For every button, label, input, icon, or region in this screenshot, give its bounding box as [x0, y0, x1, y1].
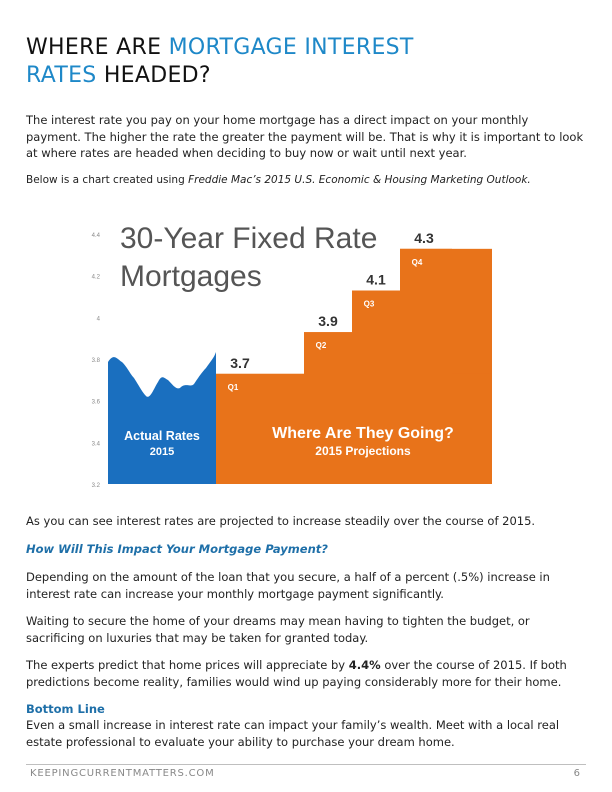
quarter-label: Q2 — [315, 341, 327, 351]
footer-divider — [26, 764, 586, 765]
section-subheading: How Will This Impact Your Mortgage Payment? — [26, 542, 328, 556]
title-accent2: RATES — [26, 63, 97, 88]
projection-bar-q2 — [304, 332, 352, 484]
chart-source: Freddie Mac’s 2015 U.S. Economic & Housing Marketing Outlook. — [188, 174, 531, 186]
page-number: 6 — [573, 768, 580, 779]
y-tick-label: 3.2 — [91, 483, 100, 489]
paragraph-1: Depending on the amount of the loan that you secure, a half of a percent (.5%) increase in interest rate can increase your monthly mortgage payment significantly. — [26, 570, 550, 601]
p3-before: The experts predict that home prices will appreciate by — [26, 658, 349, 672]
p3-after: over the course of 2015. If both predictions become reality, families would wind up paying considerably more for their home. — [26, 658, 567, 689]
paragraph-2: Waiting to secure the home of your dreams may mean having to tighten the budget, or sacrificing on luxuries that may be taken for granted today. — [26, 614, 530, 645]
y-tick-label: 3.6 — [91, 399, 100, 406]
projections-sublabel: 2015 Projections — [315, 444, 411, 458]
value-label: 3.7 — [230, 354, 250, 371]
bottom-line-text: Even a small increase in interest rate can impact your family’s wealth. Meet with a local real estate professional to evaluate your ability to purchase your dream home. — [26, 718, 560, 749]
quarter-label: Q3 — [363, 299, 375, 309]
paragraph-3 — [26, 657, 586, 690]
actual-rates-area — [108, 352, 216, 484]
value-label: 4.1 — [366, 271, 386, 288]
after-chart-text: As you can see interest rates are projected to increase steadily over the course of 2015. — [26, 514, 536, 528]
quarter-label: Q4 — [411, 257, 423, 267]
chart-intro-prefix: Below is a chart created using — [26, 174, 189, 186]
intro-paragraph: The interest rate you pay on your home mortgage has a direct impact on your monthly payment. The higher the rate the greater the payment will be. That is why it is important to look at where rates are headed when deciding to buy now or wait until next year. — [26, 113, 584, 160]
chart-title-line2: Mortgages — [120, 260, 262, 293]
y-tick-label: 3.8 — [91, 358, 100, 364]
appreciation-value: 4.4% — [348, 658, 381, 672]
y-tick-label: 4 — [96, 316, 100, 323]
y-tick-label: 4.2 — [91, 274, 100, 281]
projections-label: Where Are They Going? — [272, 425, 454, 442]
title-part1: WHERE ARE — [26, 35, 169, 60]
title-accent1: MORTGAGE INTEREST — [168, 35, 414, 60]
quarter-label: Q1 — [227, 382, 239, 392]
footer-site: KEEPINGCURRENTMATTERS.COM — [30, 768, 215, 779]
y-tick-label: 4.4 — [91, 233, 100, 239]
chart-intro — [26, 172, 586, 189]
actual-sublabel: 2015 — [149, 446, 175, 458]
mortgage-rate-chart — [88, 212, 500, 490]
y-tick-labels — [92, 233, 101, 489]
page-title — [26, 34, 496, 90]
actual-label: Actual Rates — [124, 429, 200, 443]
y-tick-label: 3.4 — [91, 441, 100, 448]
title-part2: HEADED? — [96, 63, 211, 88]
bottom-line-heading: Bottom Line — [26, 702, 105, 716]
chart-title-line1: 30-Year Fixed Rate — [120, 222, 378, 255]
value-label: 4.3 — [414, 229, 434, 246]
value-label: 3.9 — [318, 313, 338, 330]
